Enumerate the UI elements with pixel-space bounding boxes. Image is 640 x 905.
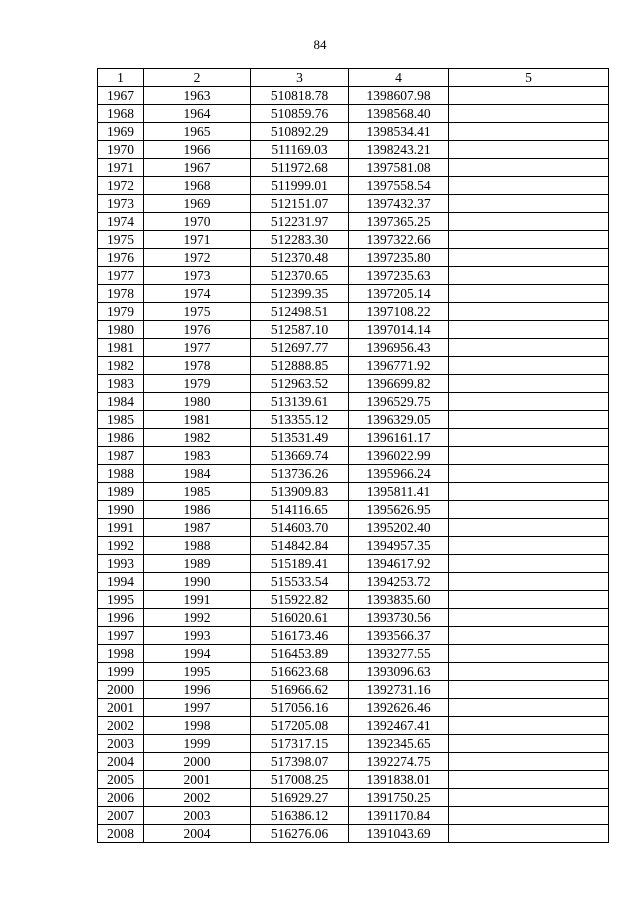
table-cell-col-1: 1976 xyxy=(98,249,144,267)
table-cell-col-1: 1969 xyxy=(98,123,144,141)
table-cell-col-4: 1396529.75 xyxy=(349,393,449,411)
table-cell-col-2: 1993 xyxy=(144,627,251,645)
table-cell-col-4: 1396022.99 xyxy=(349,447,449,465)
table-cell-col-5 xyxy=(449,663,609,681)
table-cell-col-4: 1396699.82 xyxy=(349,375,449,393)
table-row xyxy=(98,807,609,825)
table-cell-col-2: 1979 xyxy=(144,375,251,393)
table-cell-col-5 xyxy=(449,429,609,447)
table-cell-col-4: 1392274.75 xyxy=(349,753,449,771)
table-cell-col-3: 514116.65 xyxy=(251,501,349,519)
table-cell-col-2: 2004 xyxy=(144,825,251,843)
column-header: 4 xyxy=(349,69,449,87)
table-cell-col-4: 1393566.37 xyxy=(349,627,449,645)
table-row xyxy=(98,303,609,321)
table-row xyxy=(98,591,609,609)
table-cell-col-5 xyxy=(449,303,609,321)
table-cell-col-5 xyxy=(449,447,609,465)
table-cell-col-5 xyxy=(449,213,609,231)
table-cell-col-3: 513669.74 xyxy=(251,447,349,465)
table-cell-col-2: 1978 xyxy=(144,357,251,375)
table-cell-col-4: 1391838.01 xyxy=(349,771,449,789)
table-cell-col-3: 512963.52 xyxy=(251,375,349,393)
table-cell-col-1: 1992 xyxy=(98,537,144,555)
table-cell-col-3: 513736.26 xyxy=(251,465,349,483)
table-cell-col-5 xyxy=(449,267,609,285)
table-row xyxy=(98,123,609,141)
table-cell-col-3: 515922.82 xyxy=(251,591,349,609)
table-cell-col-5 xyxy=(449,393,609,411)
table-cell-col-4: 1391170.84 xyxy=(349,807,449,825)
table-cell-col-1: 2006 xyxy=(98,789,144,807)
table-cell-col-4: 1395626.95 xyxy=(349,501,449,519)
table-cell-col-1: 1990 xyxy=(98,501,144,519)
table-cell-col-1: 2007 xyxy=(98,807,144,825)
table-cell-col-5 xyxy=(449,501,609,519)
table-cell-col-3: 516929.27 xyxy=(251,789,349,807)
table-cell-col-3: 515189.41 xyxy=(251,555,349,573)
table-row xyxy=(98,213,609,231)
table-cell-col-4: 1396329.05 xyxy=(349,411,449,429)
table-row xyxy=(98,609,609,627)
table-cell-col-5 xyxy=(449,717,609,735)
table-cell-col-2: 1994 xyxy=(144,645,251,663)
table-cell-col-1: 1994 xyxy=(98,573,144,591)
table-row xyxy=(98,627,609,645)
table-cell-col-4: 1393835.60 xyxy=(349,591,449,609)
table-cell-col-3: 512498.51 xyxy=(251,303,349,321)
table-cell-col-2: 1988 xyxy=(144,537,251,555)
table-cell-col-4: 1394957.35 xyxy=(349,537,449,555)
table-cell-col-2: 2001 xyxy=(144,771,251,789)
table-cell-col-5 xyxy=(449,753,609,771)
table-cell-col-4: 1392626.46 xyxy=(349,699,449,717)
table-cell-col-5 xyxy=(449,789,609,807)
table-cell-col-1: 1999 xyxy=(98,663,144,681)
table-cell-col-2: 1963 xyxy=(144,87,251,105)
table-cell-col-5 xyxy=(449,519,609,537)
table-cell-col-5 xyxy=(449,123,609,141)
table-cell-col-3: 513909.83 xyxy=(251,483,349,501)
table-row xyxy=(98,249,609,267)
table-cell-col-1: 1978 xyxy=(98,285,144,303)
table-cell-col-3: 513531.49 xyxy=(251,429,349,447)
table-row xyxy=(98,339,609,357)
table-cell-col-1: 1983 xyxy=(98,375,144,393)
table-cell-col-3: 517056.16 xyxy=(251,699,349,717)
table-cell-col-1: 2000 xyxy=(98,681,144,699)
table-cell-col-3: 513355.12 xyxy=(251,411,349,429)
table-cell-col-4: 1395202.40 xyxy=(349,519,449,537)
column-header: 1 xyxy=(98,69,144,87)
table-row xyxy=(98,753,609,771)
table-cell-col-4: 1392731.16 xyxy=(349,681,449,699)
table-row xyxy=(98,825,609,843)
table-header-row xyxy=(98,69,609,87)
table-cell-col-2: 1974 xyxy=(144,285,251,303)
table-cell-col-1: 1987 xyxy=(98,447,144,465)
table-row xyxy=(98,537,609,555)
table-row xyxy=(98,411,609,429)
table-row xyxy=(98,393,609,411)
table-cell-col-2: 1977 xyxy=(144,339,251,357)
table-cell-col-4: 1397365.25 xyxy=(349,213,449,231)
table-cell-col-5 xyxy=(449,339,609,357)
table-cell-col-5 xyxy=(449,285,609,303)
table-cell-col-1: 1977 xyxy=(98,267,144,285)
table-cell-col-3: 512370.65 xyxy=(251,267,349,285)
table-cell-col-2: 1969 xyxy=(144,195,251,213)
table-cell-col-3: 511999.01 xyxy=(251,177,349,195)
table-body xyxy=(98,87,609,843)
table-cell-col-5 xyxy=(449,627,609,645)
table-row xyxy=(98,285,609,303)
table-cell-col-1: 1972 xyxy=(98,177,144,195)
table-cell-col-2: 1964 xyxy=(144,105,251,123)
table-cell-col-1: 1975 xyxy=(98,231,144,249)
table-cell-col-3: 512151.07 xyxy=(251,195,349,213)
table-cell-col-2: 1982 xyxy=(144,429,251,447)
table-cell-col-2: 1985 xyxy=(144,483,251,501)
table-cell-col-3: 512231.97 xyxy=(251,213,349,231)
table-cell-col-1: 1970 xyxy=(98,141,144,159)
table-cell-col-4: 1396161.17 xyxy=(349,429,449,447)
table-cell-col-5 xyxy=(449,573,609,591)
table-cell-col-5 xyxy=(449,699,609,717)
table-row xyxy=(98,681,609,699)
table-cell-col-1: 2002 xyxy=(98,717,144,735)
table-cell-col-2: 1968 xyxy=(144,177,251,195)
table-cell-col-1: 1967 xyxy=(98,87,144,105)
table-cell-col-4: 1394253.72 xyxy=(349,573,449,591)
table-cell-col-2: 1975 xyxy=(144,303,251,321)
table-cell-col-3: 514603.70 xyxy=(251,519,349,537)
page-number: 84 xyxy=(313,37,327,52)
table-cell-col-5 xyxy=(449,177,609,195)
table-cell-col-1: 1986 xyxy=(98,429,144,447)
table-row xyxy=(98,771,609,789)
table-cell-col-3: 512283.30 xyxy=(251,231,349,249)
table-row xyxy=(98,159,609,177)
table-cell-col-5 xyxy=(449,105,609,123)
table-cell-col-4: 1397108.22 xyxy=(349,303,449,321)
table-cell-col-4: 1393096.63 xyxy=(349,663,449,681)
table-cell-col-2: 2000 xyxy=(144,753,251,771)
table-cell-col-5 xyxy=(449,807,609,825)
table-cell-col-1: 1985 xyxy=(98,411,144,429)
table-cell-col-5 xyxy=(449,537,609,555)
table-cell-col-1: 1995 xyxy=(98,591,144,609)
table-cell-col-4: 1392345.65 xyxy=(349,735,449,753)
table-cell-col-1: 1979 xyxy=(98,303,144,321)
table-row xyxy=(98,447,609,465)
table-cell-col-2: 1992 xyxy=(144,609,251,627)
table-cell-col-1: 1996 xyxy=(98,609,144,627)
table-cell-col-3: 511972.68 xyxy=(251,159,349,177)
table-cell-col-5 xyxy=(449,195,609,213)
table-row xyxy=(98,429,609,447)
coordinates-table xyxy=(97,68,609,843)
table-cell-col-4: 1398534.41 xyxy=(349,123,449,141)
table-cell-col-2: 1991 xyxy=(144,591,251,609)
table-cell-col-4: 1397014.14 xyxy=(349,321,449,339)
table-row xyxy=(98,501,609,519)
table-cell-col-2: 1984 xyxy=(144,465,251,483)
table-cell-col-1: 2005 xyxy=(98,771,144,789)
table-cell-col-5 xyxy=(449,645,609,663)
table-cell-col-3: 512888.85 xyxy=(251,357,349,375)
table-cell-col-1: 1981 xyxy=(98,339,144,357)
table-cell-col-1: 1993 xyxy=(98,555,144,573)
table-row xyxy=(98,105,609,123)
table-cell-col-4: 1398568.40 xyxy=(349,105,449,123)
table-cell-col-2: 1989 xyxy=(144,555,251,573)
table-cell-col-5 xyxy=(449,321,609,339)
table-row xyxy=(98,321,609,339)
table-cell-col-3: 515533.54 xyxy=(251,573,349,591)
table-cell-col-3: 516020.61 xyxy=(251,609,349,627)
table-cell-col-4: 1397581.08 xyxy=(349,159,449,177)
table-cell-col-2: 1981 xyxy=(144,411,251,429)
table-cell-col-2: 1966 xyxy=(144,141,251,159)
table-cell-col-4: 1391750.25 xyxy=(349,789,449,807)
table-cell-col-2: 2003 xyxy=(144,807,251,825)
table-cell-col-4: 1395811.41 xyxy=(349,483,449,501)
table-cell-col-5 xyxy=(449,591,609,609)
table-cell-col-5 xyxy=(449,411,609,429)
table-cell-col-3: 517398.07 xyxy=(251,753,349,771)
table-cell-col-3: 517008.25 xyxy=(251,771,349,789)
table-cell-col-3: 516173.46 xyxy=(251,627,349,645)
table-row xyxy=(98,699,609,717)
table-cell-col-1: 2001 xyxy=(98,699,144,717)
table-cell-col-5 xyxy=(449,735,609,753)
table-row xyxy=(98,357,609,375)
table-cell-col-5 xyxy=(449,357,609,375)
table-cell-col-4: 1392467.41 xyxy=(349,717,449,735)
table-cell-col-2: 1971 xyxy=(144,231,251,249)
table-row xyxy=(98,663,609,681)
column-header: 5 xyxy=(449,69,609,87)
table-cell-col-5 xyxy=(449,555,609,573)
table-cell-col-5 xyxy=(449,159,609,177)
table-cell-col-3: 516453.89 xyxy=(251,645,349,663)
table-cell-col-2: 1997 xyxy=(144,699,251,717)
table-cell-col-4: 1397558.54 xyxy=(349,177,449,195)
table-cell-col-5 xyxy=(449,825,609,843)
table-cell-col-2: 1987 xyxy=(144,519,251,537)
table-cell-col-5 xyxy=(449,771,609,789)
table-cell-col-1: 1980 xyxy=(98,321,144,339)
table-row xyxy=(98,555,609,573)
table-cell-col-5 xyxy=(449,681,609,699)
table-row xyxy=(98,717,609,735)
table-cell-col-5 xyxy=(449,231,609,249)
table-cell-col-1: 1968 xyxy=(98,105,144,123)
table-cell-col-3: 513139.61 xyxy=(251,393,349,411)
table-cell-col-4: 1397322.66 xyxy=(349,231,449,249)
table-row xyxy=(98,645,609,663)
table-cell-col-4: 1394617.92 xyxy=(349,555,449,573)
table-cell-col-4: 1397205.14 xyxy=(349,285,449,303)
table-cell-col-3: 512370.48 xyxy=(251,249,349,267)
table-cell-col-5 xyxy=(449,249,609,267)
table-cell-col-1: 1984 xyxy=(98,393,144,411)
table-cell-col-1: 1971 xyxy=(98,159,144,177)
table-cell-col-2: 2002 xyxy=(144,789,251,807)
table-cell-col-5 xyxy=(449,465,609,483)
table-cell-col-3: 517317.15 xyxy=(251,735,349,753)
table-row xyxy=(98,483,609,501)
table-row xyxy=(98,735,609,753)
table-cell-col-4: 1396956.43 xyxy=(349,339,449,357)
table-cell-col-2: 1976 xyxy=(144,321,251,339)
table-cell-col-5 xyxy=(449,609,609,627)
table-cell-col-4: 1397235.80 xyxy=(349,249,449,267)
table-cell-col-2: 1999 xyxy=(144,735,251,753)
table-row xyxy=(98,789,609,807)
table-cell-col-5 xyxy=(449,141,609,159)
table-row xyxy=(98,519,609,537)
table-cell-col-4: 1391043.69 xyxy=(349,825,449,843)
table-cell-col-1: 1997 xyxy=(98,627,144,645)
table-cell-col-3: 516386.12 xyxy=(251,807,349,825)
table-cell-col-1: 1988 xyxy=(98,465,144,483)
table-row xyxy=(98,465,609,483)
table-cell-col-3: 510859.76 xyxy=(251,105,349,123)
table-cell-col-5 xyxy=(449,483,609,501)
table-cell-col-2: 1995 xyxy=(144,663,251,681)
table-cell-col-1: 1998 xyxy=(98,645,144,663)
table-cell-col-2: 1983 xyxy=(144,447,251,465)
table-cell-col-3: 516276.06 xyxy=(251,825,349,843)
table-cell-col-1: 1982 xyxy=(98,357,144,375)
table-cell-col-5 xyxy=(449,87,609,105)
table-cell-col-5 xyxy=(449,375,609,393)
table-cell-col-2: 1973 xyxy=(144,267,251,285)
table-cell-col-1: 1974 xyxy=(98,213,144,231)
table-cell-col-2: 1965 xyxy=(144,123,251,141)
table-row xyxy=(98,87,609,105)
table-cell-col-1: 2004 xyxy=(98,753,144,771)
table-cell-col-2: 1970 xyxy=(144,213,251,231)
table-cell-col-4: 1393730.56 xyxy=(349,609,449,627)
table-cell-col-1: 1989 xyxy=(98,483,144,501)
table-cell-col-4: 1398607.98 xyxy=(349,87,449,105)
table-cell-col-2: 1998 xyxy=(144,717,251,735)
table-cell-col-4: 1393277.55 xyxy=(349,645,449,663)
table-cell-col-1: 1973 xyxy=(98,195,144,213)
table-cell-col-4: 1395966.24 xyxy=(349,465,449,483)
table-row xyxy=(98,141,609,159)
table-cell-col-3: 512697.77 xyxy=(251,339,349,357)
table-cell-col-2: 1980 xyxy=(144,393,251,411)
column-header: 2 xyxy=(144,69,251,87)
table-row xyxy=(98,267,609,285)
table-cell-col-1: 1991 xyxy=(98,519,144,537)
table-cell-col-4: 1397235.63 xyxy=(349,267,449,285)
table-cell-col-4: 1398243.21 xyxy=(349,141,449,159)
table-cell-col-4: 1397432.37 xyxy=(349,195,449,213)
table-cell-col-1: 2003 xyxy=(98,735,144,753)
table-cell-col-1: 2008 xyxy=(98,825,144,843)
table-cell-col-3: 516623.68 xyxy=(251,663,349,681)
table-row xyxy=(98,573,609,591)
table-cell-col-3: 510818.78 xyxy=(251,87,349,105)
table-row xyxy=(98,375,609,393)
table-cell-col-2: 1986 xyxy=(144,501,251,519)
table-cell-col-3: 512587.10 xyxy=(251,321,349,339)
table-cell-col-3: 510892.29 xyxy=(251,123,349,141)
table-row xyxy=(98,195,609,213)
table-cell-col-3: 512399.35 xyxy=(251,285,349,303)
table-cell-col-3: 516966.62 xyxy=(251,681,349,699)
table-row xyxy=(98,231,609,249)
table-cell-col-2: 1967 xyxy=(144,159,251,177)
table-cell-col-3: 514842.84 xyxy=(251,537,349,555)
table-cell-col-4: 1396771.92 xyxy=(349,357,449,375)
table-cell-col-2: 1990 xyxy=(144,573,251,591)
table-cell-col-3: 517205.08 xyxy=(251,717,349,735)
table-cell-col-2: 1972 xyxy=(144,249,251,267)
table-cell-col-2: 1996 xyxy=(144,681,251,699)
table-row xyxy=(98,177,609,195)
column-header: 3 xyxy=(251,69,349,87)
table-cell-col-3: 511169.03 xyxy=(251,141,349,159)
